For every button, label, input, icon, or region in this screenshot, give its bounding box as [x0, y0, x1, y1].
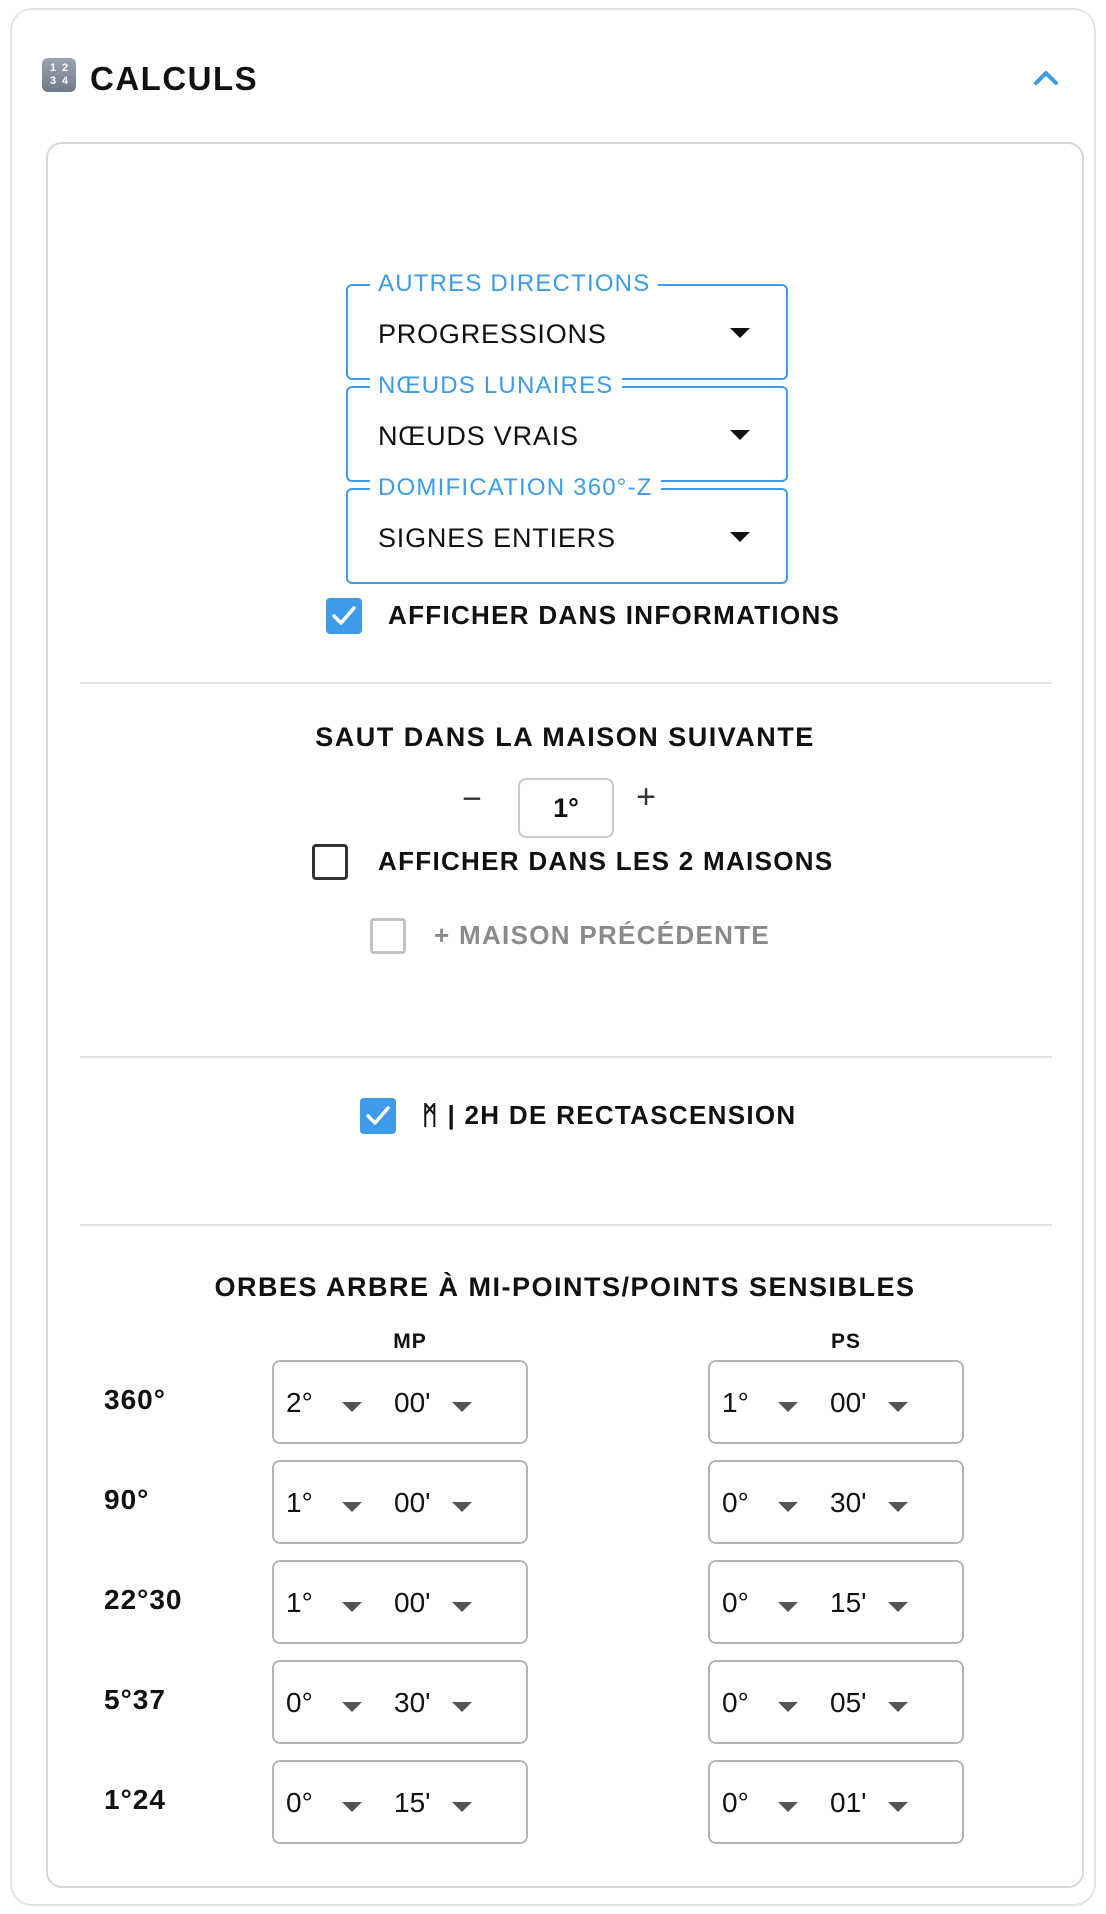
- divider: [80, 1056, 1052, 1058]
- orb-mp-input: [272, 1560, 528, 1644]
- orb-ps-minutes-select[interactable]: 01': [830, 1787, 867, 1818]
- orb-mp-minutes-select[interactable]: 00': [394, 1387, 431, 1418]
- dropdown-arrow-icon[interactable]: [342, 1402, 362, 1412]
- orb-mp-input: [272, 1460, 528, 1544]
- show-in-info-label: AFFICHER DANS INFORMATIONS: [388, 600, 841, 630]
- show-both-houses-label: AFFICHER DANS LES 2 MAISONS: [378, 846, 834, 876]
- house-jump-value[interactable]: 1°: [518, 778, 614, 838]
- orb-ps-input: [708, 1460, 964, 1544]
- dropdown-arrow-icon[interactable]: [778, 1802, 798, 1812]
- dropdown-arrow-icon[interactable]: [342, 1502, 362, 1512]
- column-header-ps: PS: [830, 1330, 861, 1353]
- icon-digit: 3: [49, 75, 57, 87]
- orb-ps-degrees-select[interactable]: 1°: [722, 1387, 749, 1418]
- orb-mp-degrees-select[interactable]: 0°: [286, 1687, 313, 1718]
- house-jump-title: SAUT DANS LA MAISON SUIVANTE: [315, 722, 815, 752]
- orb-mp-minutes-select[interactable]: 15': [394, 1787, 431, 1818]
- orb-ps-minutes-select[interactable]: 30': [830, 1487, 867, 1518]
- show-both-houses-checkbox[interactable]: [312, 844, 348, 880]
- midheaven-symbol-icon: ᛗ: [422, 1100, 439, 1130]
- orb-mp-degrees-select[interactable]: 0°: [286, 1787, 313, 1818]
- orb-row-label: 90°: [104, 1484, 150, 1515]
- orb-mp-minutes-select[interactable]: 00': [394, 1487, 431, 1518]
- select-value: SIGNES ENTIERS: [378, 523, 616, 553]
- orb-mp-minutes-select[interactable]: 00': [394, 1587, 431, 1618]
- dropdown-arrow-icon[interactable]: [888, 1702, 908, 1712]
- calculs-panel: [10, 8, 1096, 1906]
- chevron-up-icon: [1030, 65, 1062, 89]
- orb-ps-degrees-select[interactable]: 0°: [722, 1587, 749, 1618]
- icon-digit: 1: [49, 62, 57, 74]
- settings-body: [46, 142, 1084, 1888]
- orb-mp-degrees-select[interactable]: 1°: [286, 1587, 313, 1618]
- orb-ps-input: [708, 1760, 964, 1844]
- ra-label: [422, 1100, 796, 1131]
- select-value: NŒUDS VRAIS: [378, 421, 579, 451]
- dropdown-arrow-icon: [730, 430, 750, 440]
- orb-ps-degrees-select[interactable]: 0°: [722, 1687, 749, 1718]
- collapse-button[interactable]: [1030, 65, 1062, 89]
- previous-house-checkbox[interactable]: [370, 918, 406, 954]
- orb-row-label: 1°24: [104, 1784, 166, 1815]
- divider: [80, 682, 1052, 684]
- ra-label-text: | 2H DE RECTASCENSION: [447, 1100, 797, 1130]
- increment-button[interactable]: +: [636, 778, 656, 816]
- orb-ps-degrees-select[interactable]: 0°: [722, 1787, 749, 1818]
- dropdown-arrow-icon[interactable]: [452, 1702, 472, 1712]
- checkmark-icon: [330, 603, 358, 629]
- orb-row-label: 360°: [104, 1384, 166, 1415]
- dropdown-arrow-icon[interactable]: [888, 1502, 908, 1512]
- checkmark-icon: [364, 1103, 392, 1129]
- dropdown-arrow-icon[interactable]: [778, 1502, 798, 1512]
- panel-title: CALCULS: [90, 60, 259, 97]
- orb-mp-minutes-select[interactable]: 30': [394, 1687, 431, 1718]
- autres-directions-select[interactable]: [346, 270, 788, 380]
- dropdown-arrow-icon[interactable]: [888, 1602, 908, 1612]
- dropdown-arrow-icon[interactable]: [342, 1702, 362, 1712]
- orb-row-label: 5°37: [104, 1684, 166, 1715]
- column-header-mp: MP: [393, 1330, 427, 1353]
- select-label: DOMIFICATION 360°-Z: [370, 474, 661, 502]
- icon-digit: 2: [61, 62, 69, 74]
- previous-house-label: + MAISON PRÉCÉDENTE: [434, 920, 771, 950]
- orbs-title: ORBES ARBRE À MI-POINTS/POINTS SENSIBLES: [214, 1272, 916, 1302]
- ra-checkbox[interactable]: [360, 1098, 396, 1134]
- dropdown-arrow-icon[interactable]: [452, 1402, 472, 1412]
- dropdown-arrow-icon[interactable]: [888, 1802, 908, 1812]
- select-value: PROGRESSIONS: [378, 319, 607, 349]
- domification-select[interactable]: [346, 474, 788, 584]
- orb-ps-minutes-select[interactable]: 05': [830, 1687, 867, 1718]
- dropdown-arrow-icon[interactable]: [888, 1402, 908, 1412]
- orb-ps-input: [708, 1560, 964, 1644]
- dropdown-arrow-icon[interactable]: [342, 1602, 362, 1612]
- orb-ps-input: [708, 1660, 964, 1744]
- orb-ps-degrees-select[interactable]: 0°: [722, 1487, 749, 1518]
- orb-ps-input: [708, 1360, 964, 1444]
- select-label: AUTRES DIRECTIONS: [370, 270, 658, 298]
- dropdown-arrow-icon[interactable]: [452, 1602, 472, 1612]
- dropdown-arrow-icon[interactable]: [452, 1502, 472, 1512]
- orb-mp-input: [272, 1760, 528, 1844]
- show-in-info-checkbox[interactable]: [326, 598, 362, 634]
- dropdown-arrow-icon: [730, 532, 750, 542]
- dropdown-arrow-icon[interactable]: [342, 1802, 362, 1812]
- dropdown-arrow-icon[interactable]: [778, 1702, 798, 1712]
- orb-mp-input: [272, 1360, 528, 1444]
- orb-mp-degrees-select[interactable]: 1°: [286, 1487, 313, 1518]
- noeuds-lunaires-select[interactable]: [346, 372, 788, 482]
- dropdown-arrow-icon: [730, 328, 750, 338]
- panel-header[interactable]: [12, 10, 1094, 130]
- dropdown-arrow-icon[interactable]: [778, 1602, 798, 1612]
- orb-ps-minutes-select[interactable]: 15': [830, 1587, 867, 1618]
- dropdown-arrow-icon[interactable]: [452, 1802, 472, 1812]
- divider: [80, 1224, 1052, 1226]
- decrement-button[interactable]: −: [462, 780, 482, 818]
- orb-ps-minutes-select[interactable]: 00': [830, 1387, 867, 1418]
- select-label: NŒUDS LUNAIRES: [370, 372, 622, 400]
- numbers-icon: [42, 58, 76, 92]
- orb-mp-input: [272, 1660, 528, 1744]
- dropdown-arrow-icon[interactable]: [778, 1402, 798, 1412]
- orb-mp-degrees-select[interactable]: 2°: [286, 1387, 313, 1418]
- icon-digit: 4: [61, 75, 69, 87]
- orb-row-label: 22°30: [104, 1584, 183, 1615]
